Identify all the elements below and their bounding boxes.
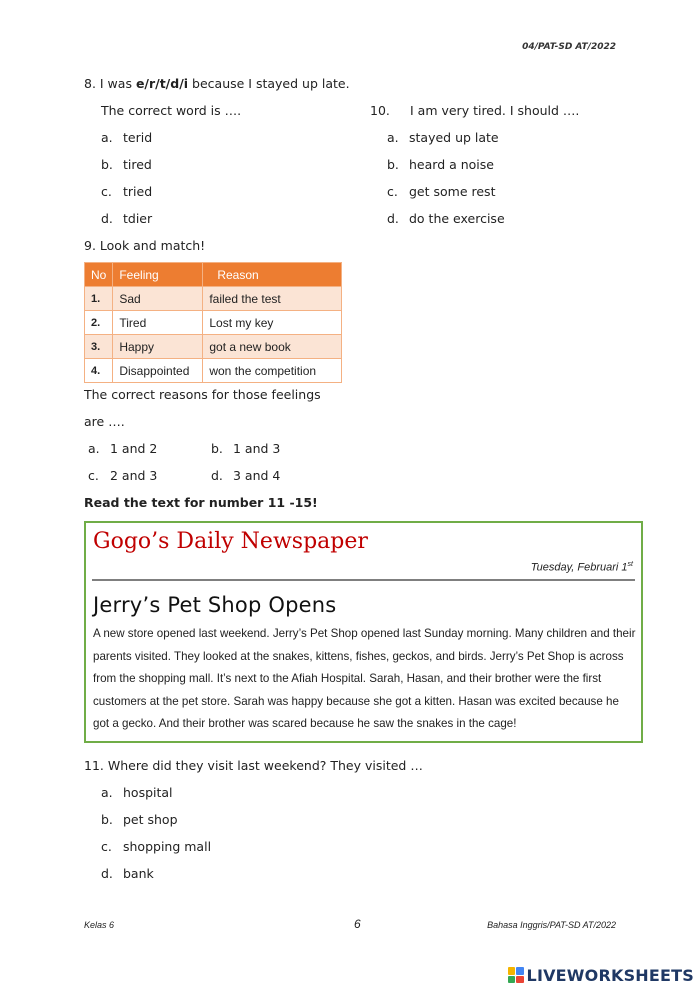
liveworksheets-text: LIVEWORKSHEETS — [526, 965, 694, 985]
document-code: 04/PAT-SD AT/2022 — [522, 42, 616, 52]
table-header-no: No — [85, 263, 113, 287]
question-8-option-d[interactable]: d. tdier — [101, 211, 153, 226]
question-9-prompt-line1: The correct reasons for those feelings — [84, 387, 321, 402]
question-11-option-d[interactable]: d. bank — [101, 866, 154, 881]
question-10-number: 10. — [370, 103, 390, 118]
table-header-feeling: Feeling — [113, 263, 203, 287]
question-10-option-a[interactable]: a. stayed up late — [387, 130, 499, 145]
question-11-option-c[interactable]: c. shopping mall — [101, 839, 212, 854]
question-9-option-a[interactable]: a. 1 and 2 — [88, 441, 158, 456]
liveworksheets-watermark — [508, 963, 694, 987]
question-10 — [370, 103, 579, 118]
question-11: 11. Where did they visit last weekend? They visited … — [84, 758, 423, 773]
reading-instruction: Read the text for number 11 -15! — [84, 495, 318, 510]
newspaper-date: Tuesday, Februari 1st — [530, 561, 633, 574]
question-11-option-b[interactable]: b. pet shop — [101, 812, 178, 827]
question-8-option-b[interactable]: b. tired — [101, 157, 152, 172]
question-8-prompt: The correct word is …. — [101, 103, 242, 118]
feelings-match-table — [84, 262, 342, 383]
question-9-prompt-line2: are …. — [84, 414, 125, 429]
question-9-title: 9. Look and match! — [84, 238, 206, 253]
table-cell-feeling: Happy — [113, 335, 203, 359]
table-header-row — [85, 263, 342, 287]
table-row — [85, 335, 342, 359]
question-8 — [84, 76, 350, 91]
question-10-option-c[interactable]: c. get some rest — [387, 184, 496, 199]
newspaper-divider — [92, 579, 635, 581]
question-9-option-d[interactable]: d. 3 and 4 — [211, 468, 281, 483]
table-row — [85, 359, 342, 383]
newspaper-article-body: A new store opened last weekend. Jerry’s Pet Shop opened last Sunday morning. Many children and their parents visited. They looked at the snakes, kittens, fishes, geckos, and birds. Jerry’s Pet Shop is across from the shopping mall. It’s next to the Afiah Hospital. Sarah, Hasan, and their brother were the first customers at the pet store. Sarah was happy because she got a kitten. Hasan was excited because he got a gecko. And their brother was scared because he saw the snakes in the cage! — [93, 627, 636, 730]
footer-class: Kelas 6 — [84, 920, 115, 930]
table-cell-reason: won the competition — [203, 359, 342, 383]
table-cell-no: 1. — [85, 287, 113, 311]
page-number: 6 — [354, 917, 361, 931]
table-row — [85, 311, 342, 335]
footer-subject: Bahasa Inggris/PAT-SD AT/2022 — [487, 920, 616, 930]
question-10-option-d[interactable]: d. do the exercise — [387, 211, 505, 226]
table-cell-feeling: Sad — [113, 287, 203, 311]
question-8-scrambled-word: e/r/t/d/i — [135, 76, 189, 91]
question-11-option-a[interactable]: a. hospital — [101, 785, 173, 800]
question-8-option-a[interactable]: a. terid — [101, 130, 153, 145]
question-8-suffix: because I stayed up late. — [188, 76, 350, 91]
table-cell-no: 4. — [85, 359, 113, 383]
question-10-text: I am very tired. I should …. — [410, 103, 580, 118]
table-cell-reason: failed the test — [203, 287, 342, 311]
question-8-option-c[interactable]: c. tried — [101, 184, 153, 199]
table-header-reason: Reason — [203, 263, 342, 287]
newspaper-box — [84, 521, 643, 743]
table-cell-no: 3. — [85, 335, 113, 359]
table-cell-reason: got a new book — [203, 335, 342, 359]
newspaper-headline: Jerry’s Pet Shop Opens — [93, 593, 337, 617]
table-cell-no: 2. — [85, 311, 113, 335]
newspaper-name: Gogo’s Daily Newspaper — [93, 529, 368, 554]
table-cell-reason: Lost my key — [203, 311, 342, 335]
liveworksheets-logo-icon — [508, 967, 524, 983]
table-row — [85, 287, 342, 311]
question-8-prefix: 8. I was — [84, 76, 136, 91]
table-cell-feeling: Disappointed — [113, 359, 203, 383]
table-cell-feeling: Tired — [113, 311, 203, 335]
question-9-option-b[interactable]: b. 1 and 3 — [211, 441, 281, 456]
question-9-option-c[interactable]: c. 2 and 3 — [88, 468, 158, 483]
question-10-option-b[interactable]: b. heard a noise — [387, 157, 494, 172]
